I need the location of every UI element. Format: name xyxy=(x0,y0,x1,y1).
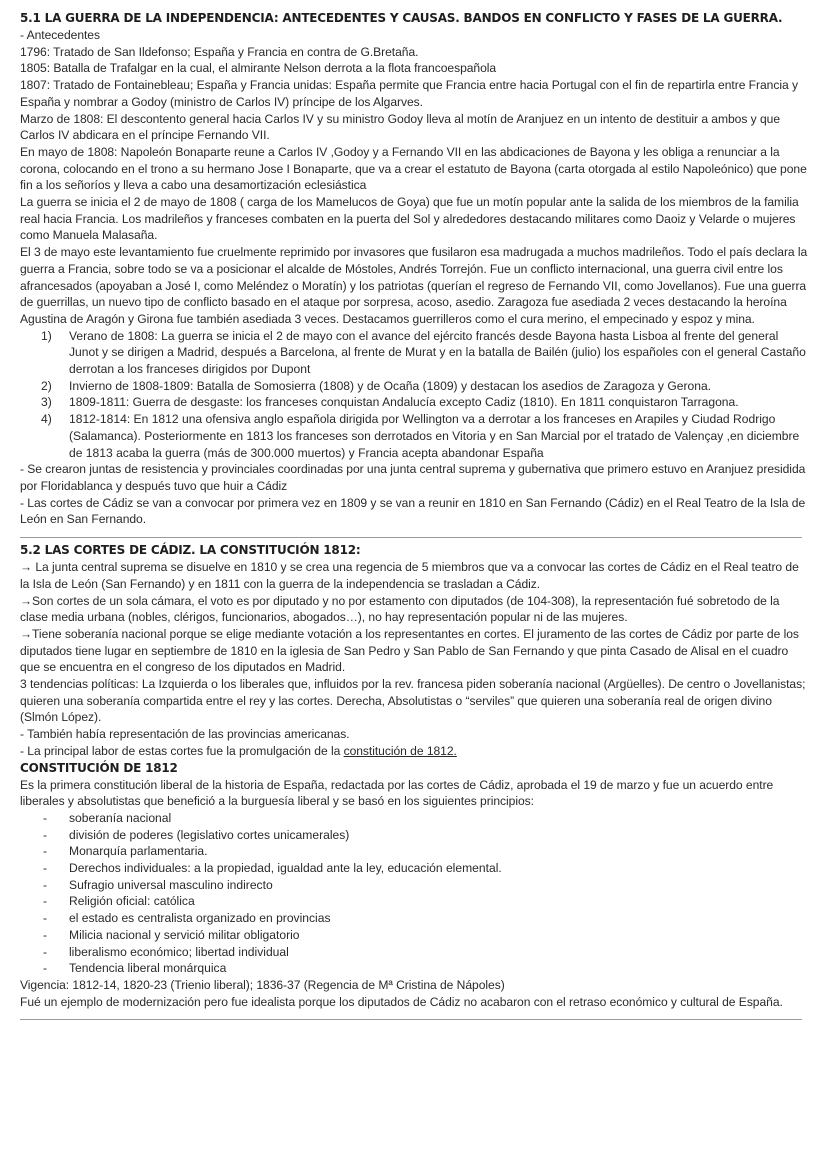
paragraph: 1796: Tratado de San Ildefonso; España y Francia en contra de G.Bretaña. xyxy=(20,44,419,59)
section-divider xyxy=(20,1019,802,1020)
list-item xyxy=(20,394,810,411)
document-page xyxy=(20,10,810,1024)
list-item xyxy=(20,860,810,877)
list-item-text: Derechos individuales: a la propiedad, igualdad ante la ley, educación elemental. xyxy=(69,861,502,876)
list-item xyxy=(20,893,810,910)
paragraph: Marzo de 1808: El descontento general hacia Carlos IV y su ministro Godoy lleva al motín de Aranjuez en un intento de destituir a ambos y que Carlos IV abdicara en el príncipe Fernando VII. xyxy=(20,111,781,143)
list-number: 1) xyxy=(41,328,52,343)
conclusion: Fué un ejemplo de modernización pero fue idealista porque los diputados de Cádiz no acabaron con el retraso económico y cultural de España. xyxy=(20,994,783,1009)
paragraph: 3 tendencias políticas: La Izquierda o los liberales que, influidos por la rev. francesa piden soberanía nacional (Argüelles). De centro o Jovellanistas; quieren una soberanía compartida entre el rey y las cortes. Derecha, Absolutistas o “serviles” que quieren una soberanía real de origen divino (Slmón López). xyxy=(20,677,806,725)
list-item-text: Invierno de 1808-1809: Batalla de Somosierra (1808) y de Ocaña (1809) y destacan los asedios de Zaragoza y Gerona. xyxy=(69,378,712,393)
paragraph: - Las cortes de Cádiz se van a convocar por primera vez en 1809 y se van a reunir en 1810 en San Fernando (Cádiz) en el Real Teatro de la Isla de León en San Fernando. xyxy=(20,495,806,527)
list-item-text: Sufragio universal masculino indirecto xyxy=(69,877,273,892)
list-dash: - xyxy=(43,927,48,942)
list-item xyxy=(20,328,810,378)
paragraph: En mayo de 1808: Napoleón Bonaparte reune a Carlos IV ,Godoy y a Fernando VII en las abdicaciones de Bayona y les obliga a renunciar a la corona, colocando en el trono a su hermano Jose I Bonaparte, que va a crear el estatuto de Bayona (carta otorgada al estilo Napoleónico) que pone fin a los señoríos y lleva a cabo una desamortización eclesiástica xyxy=(20,144,807,193)
list-item xyxy=(20,944,810,961)
paragraph: → La junta central suprema se disuelve en 1810 y se crea una regencia de 5 miembros que va a convocar las cortes de Cádiz en el Real teatro de la Isla de León (San Fernando) y en 1811 con la guerra de la independencia se trasladan a Cádiz. xyxy=(20,560,799,591)
paragraph: - Se crearon juntas de resistencia y provinciales coordinadas por una junta central suprema y gubernativa que primero estuvo en Aranjuez presidida por Floridablanca y después tuvo que huir a Cádiz xyxy=(20,462,806,493)
list-item-text: 1812-1814: En 1812 una ofensiva anglo española dirigida por Wellington va a derrotar a los franceses en Arapiles y Ciudad Rodrigo (Salamanca). Posteriormente en 1813 los franceses son derrotados en Vitoria y en San Marcial por el tratado de Valençay ,en diciembre de 1813 acaba la guerra (más de 300.000 muertos) y Francia acepta abandonar España xyxy=(69,412,800,460)
list-item-text: Verano de 1808: La guerra se inicia el 2 de mayo con el avance del ejército francés desde Bayona hasta Lisboa al frente del general Junot y se dirigen a Madrid, después a Barcelona, al frente de Murat y en la batalla de Bailén (julio) los españoles con el general Castaño derrotan a los franceses dirigidos por Dupont xyxy=(69,328,806,377)
paragraph: 1805: Batalla de Trafalgar en la cual, el almirante Nelson derrota a la flota francoespañola xyxy=(20,61,497,76)
paragraph: La guerra se inicia el 2 de mayo de 1808 ( carga de los Mamelucos de Goya) que fue un motín popular ante la salida de los miembros de la familia real hacia Francia. Los madrileños y franceses combaten en la puerta del Sol y alrededores destacando militares como Daoiz y Velarde o mujeres como Manuela Malasaña. xyxy=(20,195,799,243)
list-dash: - xyxy=(43,944,48,959)
paragraph: - También había representación de las provincias americanas. xyxy=(20,727,350,742)
list-item xyxy=(20,927,810,944)
list-item xyxy=(20,411,810,461)
list-item-text: Religión oficial: católica xyxy=(69,894,195,909)
constitucion-link: constitución de 1812. xyxy=(343,743,457,758)
list-item-text: 1809-1811: Guerra de desgaste: los franceses conquistan Andalucía excepto Cadiz (1810). En 1811 conquistaron Tarragona. xyxy=(69,395,739,410)
vigencia: Vigencia: 1812-14, 1820-23 (Trienio liberal); 1836-37 (Regencia de Mª Cristina de Nápoles) xyxy=(20,977,505,992)
list-dash: - xyxy=(43,911,48,926)
list-item xyxy=(20,843,810,860)
constitucion-title: CONSTITUCIÓN DE 1812 xyxy=(20,760,178,775)
list-item-text: el estado es centralista organizado en provincias xyxy=(69,911,331,926)
list-item xyxy=(20,910,810,927)
list-item xyxy=(20,960,810,977)
last-line-prefix: - La principal labor de estas cortes fue la promulgación de la xyxy=(20,743,344,758)
list-dash: - xyxy=(43,861,48,876)
section-2-title: 5.2 LAS CORTES DE CÁDIZ. LA CONSTITUCIÓN 1812: xyxy=(20,543,361,558)
section-1-title: 5.1 LA GUERRA DE LA INDEPENDENCIA: ANTECEDENTES Y CAUSAS. BANDOS EN CONFLICTO Y FASES DE LA GUERRA. xyxy=(20,11,783,25)
paragraph xyxy=(20,743,810,760)
list-item-text: división de poderes (legislativo cortes unicamerales) xyxy=(69,827,350,842)
list-item-text: soberanía nacional xyxy=(69,810,172,825)
principles-list xyxy=(20,810,810,977)
paragraph: →Son cortes de un sola cámara, el voto es por diputado y no por estamento con diputados (de 104-308), la representación fué sobretodo de la clase media urbana (nobles, clérigos, funcionarios, abogados…), no hay representación popular ni de las mujeres. xyxy=(20,593,780,625)
list-item xyxy=(20,810,810,827)
list-dash: - xyxy=(43,877,48,892)
list-number: 3) xyxy=(41,395,52,410)
list-item-text: liberalismo económico; libertad individual xyxy=(69,944,289,959)
paragraph: 1807: Tratado de Fontainebleau; España y Francia unidas: España permite que Francia entre hacia Portugal con el fin de repartirla entre Francia y España y nombrar a Godoy (ministro de Carlos IV) príncipe de los Algarves. xyxy=(20,78,798,109)
list-dash: - xyxy=(43,894,48,909)
list-number: 2) xyxy=(41,378,52,393)
list-dash: - xyxy=(43,810,48,825)
list-dash: - xyxy=(43,961,48,976)
list-item-text: Tendencia liberal monárquica xyxy=(69,961,227,976)
list-item xyxy=(20,378,810,395)
list-item xyxy=(20,827,810,844)
paragraph: →Tiene soberanía nacional porque se elige mediante votación a los representantes en cortes. El juramento de las cortes de Cádiz por parte de los diputados tiene lugar en septiembre de 1810 en la iglesia de San Pedro y San Pablo de San Fernando y que pinta Casado de Alisal en el cuadro que se encuentra en el congreso de los diputados en Madrid. xyxy=(20,626,799,675)
paragraph: El 3 de mayo este levantamiento fue cruelmente reprimido por invasores que fusilaron esa madrugada a muchos madrileños. Todo el país declara la guerra a Francia, sobre todo se va a posicionar el alcalde de Móstoles, Andrés Torrejón. Fue un conflicto internacional, una guerra civil entre los afrancesados (apoyaban a José I, como Meléndez o Moratín) y los patriotas (querían el regreso de Fernando VII, como Jovellanos). Fue una guerra de guerrillas, un nuevo tipo de conflicto basado en el ataque por sorpresa, acoso, asedio. Zaragoza fue asediada 2 veces destacando la heroína Agustina de Aragón y Girona fue también asediada 3 veces. Destacamos guerrilleros como el cura merino, el empecinado y espoz y mina. xyxy=(20,245,808,326)
list-item xyxy=(20,877,810,894)
constitucion-intro: Es la primera constitución liberal de la historia de España, redactada por las cortes de Cádiz, aprobada el 19 de marzo y fue un acuerdo entre liberales y absolutistas que benefició a la burguesía liberal y se basó en los siguientes principios: xyxy=(20,777,774,809)
list-item-text: Milicia nacional y servició militar obligatorio xyxy=(69,927,300,942)
section-divider xyxy=(20,537,802,538)
list-dash: - xyxy=(43,844,48,859)
list-number: 4) xyxy=(41,412,52,427)
war-phases-list xyxy=(20,328,810,462)
list-dash: - xyxy=(43,827,48,842)
list-item-text: Monarquía parlamentaria. xyxy=(69,844,208,859)
antecedentes-label: - Antecedentes xyxy=(20,28,100,42)
